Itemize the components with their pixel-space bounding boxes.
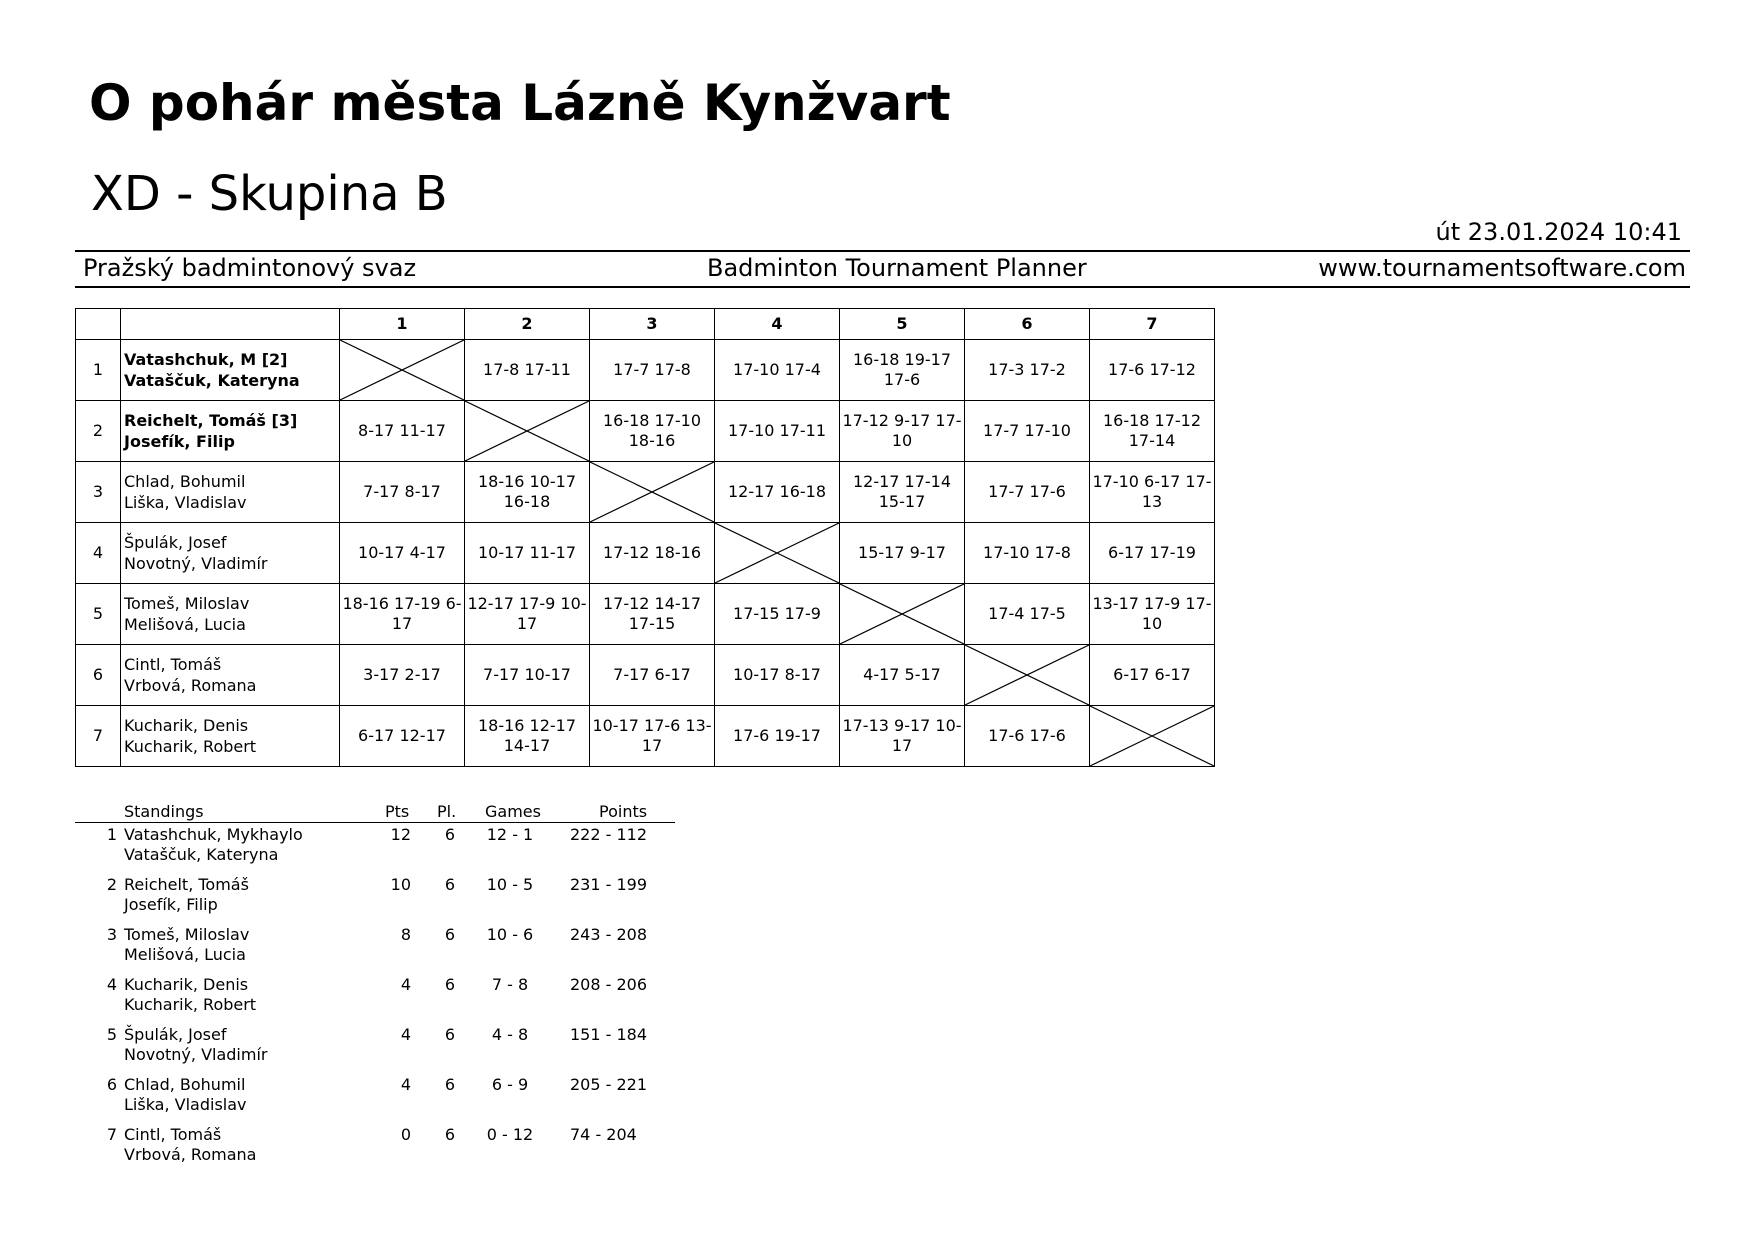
standings-partner-name: Kucharik, Robert — [124, 995, 257, 1014]
cross-icon — [465, 401, 589, 461]
standings-games: 6 - 9 — [491, 1075, 529, 1094]
cross-icon — [840, 584, 964, 644]
standings-row — [75, 1023, 675, 1073]
grid-row — [76, 340, 1215, 401]
match-score: 7-17 8-17 — [340, 462, 465, 523]
player-name: Chlad, Bohumil — [124, 472, 246, 491]
partner-name: Vrbová, Romana — [124, 676, 257, 695]
pl-header: Pl. — [437, 802, 457, 821]
match-score: 17-13 9-17 10-17 — [840, 706, 965, 767]
match-score: 13-17 17-9 17-10 — [1090, 584, 1215, 645]
match-score: 16-18 17-10 18-16 — [590, 401, 715, 462]
match-score: 17-12 9-17 17-10 — [840, 401, 965, 462]
pair-names — [121, 340, 340, 401]
standings-played: 6 — [444, 1025, 455, 1044]
info-bar — [75, 250, 1690, 288]
standings-points: 222 - 112 — [570, 825, 648, 844]
match-score: 17-7 17-10 — [965, 401, 1090, 462]
program-label: Badminton Tournament Planner — [707, 254, 1087, 282]
match-score: 17-10 17-8 — [965, 523, 1090, 584]
match-score: 7-17 10-17 — [465, 645, 590, 706]
match-score: 10-17 17-6 13-17 — [590, 706, 715, 767]
standings-partner-name: Vrbová, Romana — [124, 1145, 257, 1164]
standings-rank: 2 — [106, 875, 117, 894]
match-score: 17-7 17-8 — [590, 340, 715, 401]
standings-games: 7 - 8 — [491, 975, 529, 994]
self-match-cross-cell — [1090, 706, 1215, 767]
standings-games: 0 - 12 — [486, 1125, 534, 1144]
standings-games: 4 - 8 — [491, 1025, 529, 1044]
match-score: 8-17 11-17 — [340, 401, 465, 462]
standings-played: 6 — [444, 925, 455, 944]
partner-name: Vataščuk, Kateryna — [124, 371, 300, 390]
grid-column-header: 6 — [965, 309, 1090, 340]
standings-partner-name: Vataščuk, Kateryna — [124, 845, 279, 864]
self-match-cross-cell — [840, 584, 965, 645]
row-number: 7 — [76, 706, 121, 767]
grid-column-header: 1 — [340, 309, 465, 340]
document-title: O pohár města Lázně Kynžvart — [89, 74, 951, 132]
organization-label: Pražský badmintonový svaz — [83, 254, 417, 282]
player-name: Tomeš, Miloslav — [124, 594, 250, 613]
cross-icon — [340, 340, 464, 400]
standings-rank: 3 — [106, 925, 117, 944]
match-score: 18-16 17-19 6-17 — [340, 584, 465, 645]
player-name: Kucharik, Denis — [124, 716, 249, 735]
player-name: Vatashchuk, M [2] — [124, 350, 288, 369]
standings-table — [75, 802, 675, 1173]
row-number: 3 — [76, 462, 121, 523]
match-score: 17-12 14-17 17-15 — [590, 584, 715, 645]
standings-points: 74 - 204 — [570, 1125, 637, 1144]
grid-column-header: 4 — [715, 309, 840, 340]
standings-played: 6 — [444, 975, 455, 994]
standings-pair — [124, 975, 256, 1015]
row-number: 4 — [76, 523, 121, 584]
standings-partner-name: Novotný, Vladimír — [124, 1045, 268, 1064]
match-score: 4-17 5-17 — [840, 645, 965, 706]
grid-row — [76, 584, 1215, 645]
partner-name: Josefík, Filip — [124, 432, 235, 451]
match-score: 12-17 16-18 — [715, 462, 840, 523]
standings-partner-name: Josefík, Filip — [124, 895, 218, 914]
standings-player-name: Reichelt, Tomáš — [124, 875, 249, 894]
standings-row — [75, 1123, 675, 1173]
row-number: 6 — [76, 645, 121, 706]
cross-icon — [965, 645, 1089, 705]
standings-player-name: Špulák, Josef — [124, 1025, 227, 1044]
match-score: 10-17 4-17 — [340, 523, 465, 584]
standings-player-name: Cintl, Tomáš — [124, 1125, 222, 1144]
cross-icon — [715, 523, 839, 583]
match-score: 17-8 17-11 — [465, 340, 590, 401]
standings-rank: 1 — [106, 825, 117, 844]
cross-icon — [590, 462, 714, 522]
grid-column-header: 7 — [1090, 309, 1215, 340]
standings-pts: 4 — [400, 1025, 411, 1044]
standings-pair — [124, 1025, 267, 1065]
standings-rank: 6 — [106, 1075, 117, 1094]
match-score: 17-6 17-12 — [1090, 340, 1215, 401]
grid-row — [76, 462, 1215, 523]
row-number: 2 — [76, 401, 121, 462]
standings-points: 205 - 221 — [570, 1075, 648, 1094]
standings-row — [75, 873, 675, 923]
website-link[interactable]: www.tournamentsoftware.com — [1318, 254, 1686, 282]
points-header: Points — [599, 802, 648, 821]
match-score: 17-15 17-9 — [715, 584, 840, 645]
self-match-cross-cell — [590, 462, 715, 523]
match-score: 16-18 19-17 17-6 — [840, 340, 965, 401]
grid-corner-cell — [76, 309, 121, 340]
standings-pair — [124, 1075, 247, 1115]
grid-column-header: 2 — [465, 309, 590, 340]
match-score: 7-17 6-17 — [590, 645, 715, 706]
standings-player-name: Tomeš, Miloslav — [124, 925, 250, 944]
grid-row — [76, 706, 1215, 767]
results-grid — [75, 308, 1215, 767]
player-name: Cintl, Tomáš — [124, 655, 222, 674]
self-match-cross-cell — [715, 523, 840, 584]
standings-header — [75, 802, 675, 823]
grid-corner-cell — [121, 309, 340, 340]
row-number: 1 — [76, 340, 121, 401]
match-score: 12-17 17-9 10-17 — [465, 584, 590, 645]
standings-pts: 8 — [400, 925, 411, 944]
match-score: 17-10 17-11 — [715, 401, 840, 462]
standings-pts: 4 — [400, 1075, 411, 1094]
standings-points: 231 - 199 — [570, 875, 648, 894]
standings-rank: 4 — [106, 975, 117, 994]
partner-name: Melišová, Lucia — [124, 615, 246, 634]
print-datetime: út 23.01.2024 10:41 — [1435, 218, 1682, 246]
pair-names — [121, 645, 340, 706]
pair-names — [121, 584, 340, 645]
standings-rank: 5 — [106, 1025, 117, 1044]
standings-pair — [124, 1125, 256, 1165]
standings-points: 243 - 208 — [570, 925, 648, 944]
self-match-cross-cell — [465, 401, 590, 462]
standings-pts: 4 — [400, 975, 411, 994]
cross-icon — [1090, 706, 1214, 766]
match-score: 17-12 18-16 — [590, 523, 715, 584]
standings-header-label: Standings — [124, 802, 204, 821]
match-score: 17-6 19-17 — [715, 706, 840, 767]
match-score: 16-18 17-12 17-14 — [1090, 401, 1215, 462]
partner-name: Novotný, Vladimír — [124, 554, 268, 573]
match-score: 17-7 17-6 — [965, 462, 1090, 523]
match-score: 18-16 12-17 14-17 — [465, 706, 590, 767]
standings-played: 6 — [444, 875, 455, 894]
standings-pair — [124, 825, 303, 865]
grid-header-row — [76, 309, 1215, 340]
standings-row — [75, 1073, 675, 1123]
standings-row — [75, 923, 675, 973]
match-score: 15-17 9-17 — [840, 523, 965, 584]
match-score: 10-17 8-17 — [715, 645, 840, 706]
standings-player-name: Vatashchuk, Mykhaylo — [124, 825, 303, 844]
pts-header: Pts — [385, 802, 410, 821]
match-score: 6-17 12-17 — [340, 706, 465, 767]
player-name: Reichelt, Tomáš [3] — [124, 411, 298, 430]
standings-player-name: Chlad, Bohumil — [124, 1075, 246, 1094]
pair-names — [121, 401, 340, 462]
games-header: Games — [485, 802, 541, 821]
match-score: 17-10 6-17 17-13 — [1090, 462, 1215, 523]
standings-pair — [124, 925, 249, 965]
match-score: 6-17 17-19 — [1090, 523, 1215, 584]
match-score: 6-17 6-17 — [1090, 645, 1215, 706]
match-score: 18-16 10-17 16-18 — [465, 462, 590, 523]
match-score: 12-17 17-14 15-17 — [840, 462, 965, 523]
player-name: Špulák, Josef — [124, 533, 227, 552]
grid-row — [76, 645, 1215, 706]
standings-played: 6 — [444, 1075, 455, 1094]
grid-column-header: 3 — [590, 309, 715, 340]
self-match-cross-cell — [965, 645, 1090, 706]
grid-column-header: 5 — [840, 309, 965, 340]
standings-rank: 7 — [106, 1125, 117, 1144]
standings-games: 10 - 6 — [486, 925, 534, 944]
standings-row — [75, 823, 675, 873]
standings-partner-name: Liška, Vladislav — [124, 1095, 247, 1114]
match-score: 17-6 17-6 — [965, 706, 1090, 767]
standings-player-name: Kucharik, Denis — [124, 975, 249, 994]
standings-games: 12 - 1 — [486, 825, 534, 844]
match-score: 17-4 17-5 — [965, 584, 1090, 645]
standings-pts: 10 — [390, 875, 411, 894]
standings-pair — [124, 875, 249, 915]
standings-games: 10 - 5 — [486, 875, 534, 894]
standings-points: 208 - 206 — [570, 975, 648, 994]
match-score: 17-3 17-2 — [965, 340, 1090, 401]
match-score: 10-17 11-17 — [465, 523, 590, 584]
standings-played: 6 — [444, 825, 455, 844]
match-score: 3-17 2-17 — [340, 645, 465, 706]
standings-pts: 12 — [390, 825, 411, 844]
row-number: 5 — [76, 584, 121, 645]
standings-played: 6 — [444, 1125, 455, 1144]
standings-partner-name: Melišová, Lucia — [124, 945, 246, 964]
partner-name: Liška, Vladislav — [124, 493, 247, 512]
pair-names — [121, 523, 340, 584]
pair-names — [121, 462, 340, 523]
partner-name: Kucharik, Robert — [124, 737, 257, 756]
standings-points: 151 - 184 — [570, 1025, 648, 1044]
grid-row — [76, 401, 1215, 462]
group-subtitle: XD - Skupina B — [91, 166, 448, 222]
grid-row — [76, 523, 1215, 584]
standings-row — [75, 973, 675, 1023]
self-match-cross-cell — [340, 340, 465, 401]
standings-pts: 0 — [400, 1125, 411, 1144]
pair-names — [121, 706, 340, 767]
match-score: 17-10 17-4 — [715, 340, 840, 401]
